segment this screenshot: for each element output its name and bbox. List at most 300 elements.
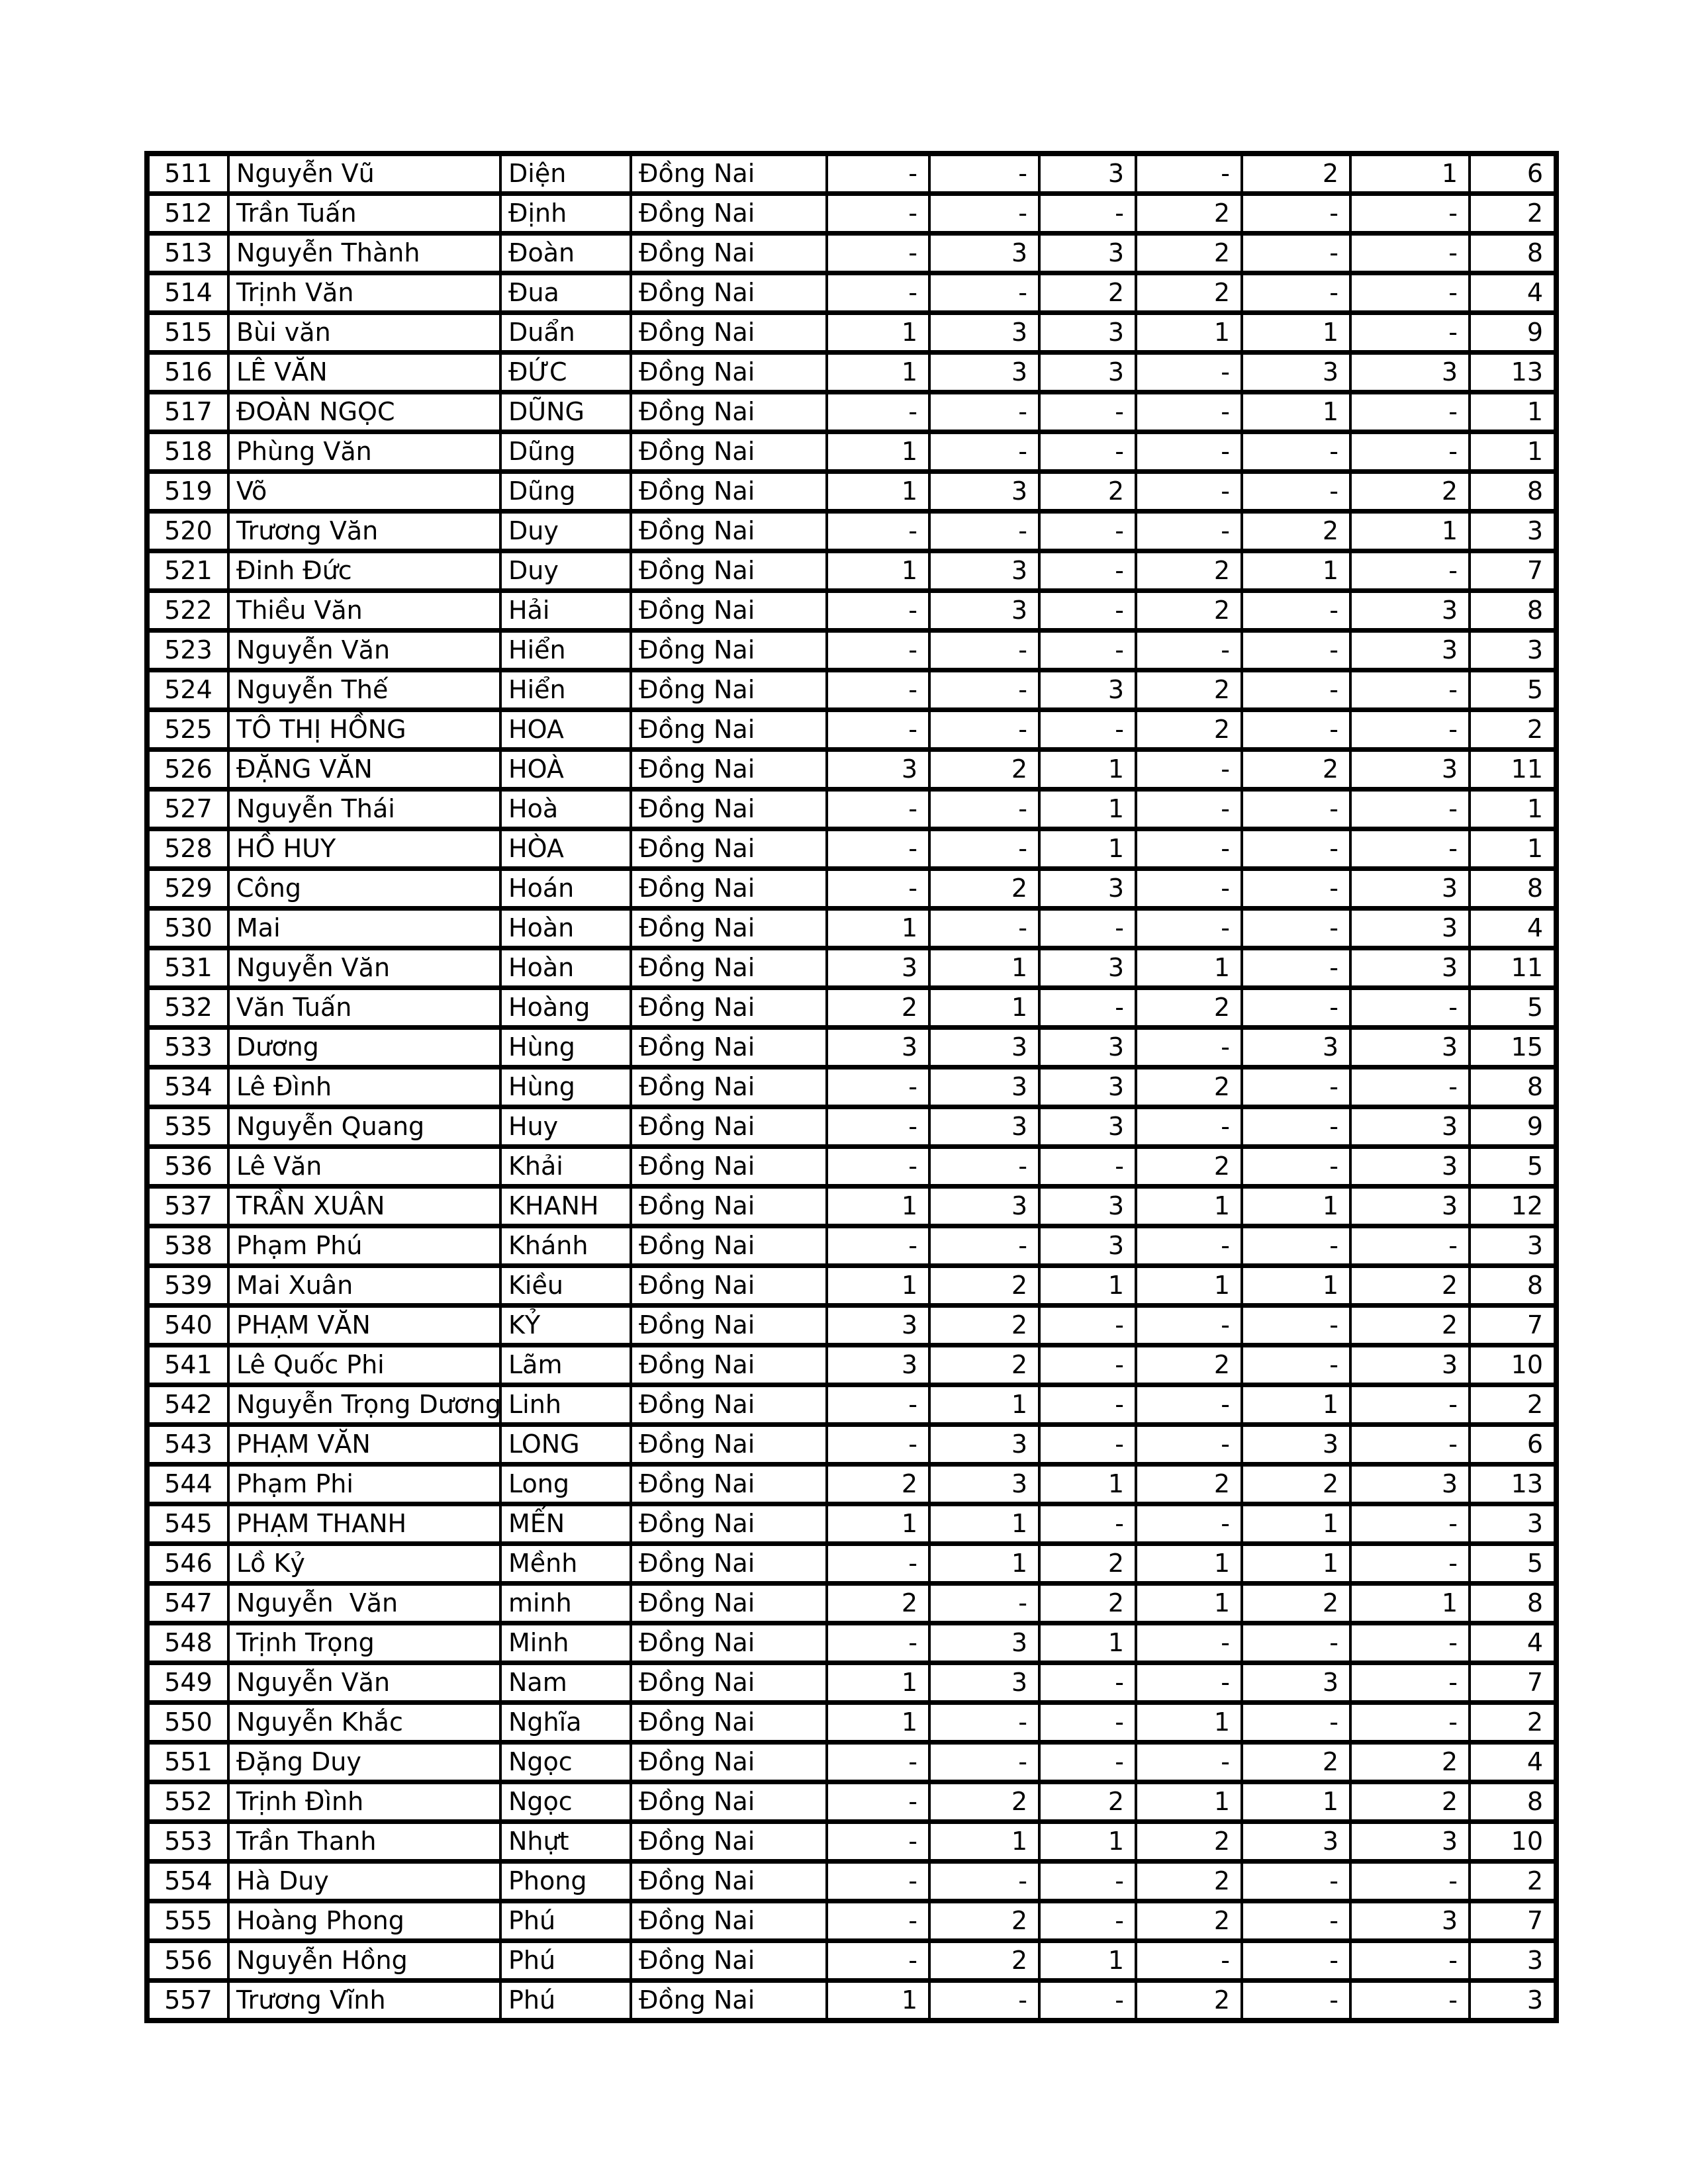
value-cell-4: - [1136, 392, 1242, 432]
value-cell-2: - [929, 670, 1039, 710]
total-cell: 8 [1470, 1266, 1556, 1306]
first-middle-name-cell: Nguyễn Văn [228, 1663, 500, 1703]
total-cell: 4 [1470, 909, 1556, 948]
value-cell-2: - [929, 273, 1039, 313]
value-cell-2: - [929, 154, 1039, 194]
row-number-cell: 555 [147, 1901, 228, 1941]
last-name-cell: Duy [500, 551, 631, 591]
value-cell-5: 2 [1242, 1465, 1350, 1504]
province-cell: Đồng Nai [631, 869, 827, 909]
table-row [147, 1663, 1556, 1703]
value-cell-2: 2 [929, 1306, 1039, 1345]
value-cell-2: 1 [929, 1544, 1039, 1584]
value-cell-6: 1 [1350, 1584, 1470, 1623]
value-cell-1: 1 [827, 1266, 929, 1306]
value-cell-3: 1 [1039, 1822, 1136, 1862]
value-cell-2: 3 [929, 1425, 1039, 1465]
table-row [147, 1822, 1556, 1862]
last-name-cell: Hùng [500, 1068, 631, 1107]
value-cell-4: 2 [1136, 1068, 1242, 1107]
value-cell-4: 1 [1136, 948, 1242, 988]
table-row [147, 790, 1556, 829]
province-cell: Đồng Nai [631, 194, 827, 234]
value-cell-6: - [1350, 432, 1470, 472]
value-cell-5: - [1242, 1107, 1350, 1147]
total-cell: 3 [1470, 631, 1556, 670]
last-name-cell: Đua [500, 273, 631, 313]
total-cell: 3 [1470, 1981, 1556, 2021]
table-row [147, 948, 1556, 988]
table-row [147, 1226, 1556, 1266]
table-row [147, 1584, 1556, 1623]
first-middle-name-cell: ĐOÀN NGỌC [228, 392, 500, 432]
value-cell-5: 1 [1242, 1187, 1350, 1226]
first-middle-name-cell: Trần Tuấn [228, 194, 500, 234]
value-cell-6: 3 [1350, 1107, 1470, 1147]
table-row [147, 750, 1556, 790]
last-name-cell: Duẩn [500, 313, 631, 353]
table-row [147, 1703, 1556, 1743]
total-cell: 1 [1470, 392, 1556, 432]
total-cell: 3 [1470, 1941, 1556, 1981]
value-cell-5: - [1242, 472, 1350, 512]
value-cell-1: 2 [827, 988, 929, 1028]
last-name-cell: Kiều [500, 1266, 631, 1306]
value-cell-3: 1 [1039, 790, 1136, 829]
value-cell-6: - [1350, 1663, 1470, 1703]
value-cell-6: - [1350, 1941, 1470, 1981]
first-middle-name-cell: Văn Tuấn [228, 988, 500, 1028]
value-cell-3: 1 [1039, 1465, 1136, 1504]
value-cell-3: 2 [1039, 1782, 1136, 1822]
table-row [147, 1901, 1556, 1941]
value-cell-4: 1 [1136, 1187, 1242, 1226]
last-name-cell: Hoà [500, 790, 631, 829]
value-cell-3: 3 [1039, 234, 1136, 273]
value-cell-1: - [827, 829, 929, 869]
total-cell: 5 [1470, 988, 1556, 1028]
value-cell-6: - [1350, 988, 1470, 1028]
value-cell-5: - [1242, 948, 1350, 988]
province-cell: Đồng Nai [631, 1743, 827, 1782]
total-cell: 7 [1470, 1306, 1556, 1345]
total-cell: 9 [1470, 1107, 1556, 1147]
province-cell: Đồng Nai [631, 1028, 827, 1068]
value-cell-2: - [929, 1147, 1039, 1187]
total-cell: 12 [1470, 1187, 1556, 1226]
row-number-cell: 547 [147, 1584, 228, 1623]
value-cell-3: 3 [1039, 313, 1136, 353]
first-middle-name-cell: Lồ Kỷ [228, 1544, 500, 1584]
first-middle-name-cell: Nguyễn Thái [228, 790, 500, 829]
value-cell-6: - [1350, 1385, 1470, 1425]
value-cell-6: - [1350, 670, 1470, 710]
value-cell-2: 2 [929, 750, 1039, 790]
value-cell-5: 1 [1242, 551, 1350, 591]
table-row [147, 1266, 1556, 1306]
province-cell: Đồng Nai [631, 790, 827, 829]
value-cell-5: 1 [1242, 1782, 1350, 1822]
value-cell-1: - [827, 631, 929, 670]
value-cell-6: 3 [1350, 1147, 1470, 1187]
first-middle-name-cell: Trịnh Trọng [228, 1623, 500, 1663]
value-cell-3: 3 [1039, 948, 1136, 988]
first-middle-name-cell: Công [228, 869, 500, 909]
value-cell-4: 2 [1136, 1822, 1242, 1862]
row-number-cell: 548 [147, 1623, 228, 1663]
table-row [147, 1028, 1556, 1068]
value-cell-4: 2 [1136, 1147, 1242, 1187]
row-number-cell: 528 [147, 829, 228, 869]
value-cell-2: 3 [929, 591, 1039, 631]
value-cell-1: - [827, 1226, 929, 1266]
table-row [147, 551, 1556, 591]
value-cell-1: - [827, 710, 929, 750]
first-middle-name-cell: Nguyễn Thành [228, 234, 500, 273]
first-middle-name-cell: Nguyễn Vũ [228, 154, 500, 194]
province-cell: Đồng Nai [631, 591, 827, 631]
row-number-cell: 530 [147, 909, 228, 948]
row-number-cell: 529 [147, 869, 228, 909]
total-cell: 2 [1470, 194, 1556, 234]
value-cell-4: 2 [1136, 551, 1242, 591]
value-cell-6: - [1350, 710, 1470, 750]
table-row [147, 829, 1556, 869]
value-cell-2: 3 [929, 1187, 1039, 1226]
value-cell-5: 2 [1242, 1584, 1350, 1623]
value-cell-2: 3 [929, 1663, 1039, 1703]
province-cell: Đồng Nai [631, 1465, 827, 1504]
last-name-cell: Phú [500, 1901, 631, 1941]
first-middle-name-cell: Dương [228, 1028, 500, 1068]
value-cell-1: 1 [827, 1703, 929, 1743]
value-cell-6: 1 [1350, 154, 1470, 194]
last-name-cell: Phú [500, 1981, 631, 2021]
first-middle-name-cell: Thiều Văn [228, 591, 500, 631]
row-number-cell: 514 [147, 273, 228, 313]
last-name-cell: Long [500, 1465, 631, 1504]
value-cell-4: - [1136, 472, 1242, 512]
value-cell-4: 1 [1136, 1266, 1242, 1306]
value-cell-4: - [1136, 1941, 1242, 1981]
value-cell-5: - [1242, 1623, 1350, 1663]
row-number-cell: 520 [147, 512, 228, 551]
first-middle-name-cell: Lê Văn [228, 1147, 500, 1187]
value-cell-2: 1 [929, 948, 1039, 988]
table-row [147, 988, 1556, 1028]
value-cell-2: 1 [929, 988, 1039, 1028]
value-cell-6: 3 [1350, 1822, 1470, 1862]
value-cell-5: - [1242, 710, 1350, 750]
province-cell: Đồng Nai [631, 1147, 827, 1187]
last-name-cell: Hoàng [500, 988, 631, 1028]
total-cell: 5 [1470, 1544, 1556, 1584]
value-cell-6: 2 [1350, 1782, 1470, 1822]
table-row [147, 273, 1556, 313]
province-cell: Đồng Nai [631, 1504, 827, 1544]
first-middle-name-cell: Nguyễn Khắc [228, 1703, 500, 1743]
value-cell-1: - [827, 1068, 929, 1107]
province-cell: Đồng Nai [631, 472, 827, 512]
province-cell: Đồng Nai [631, 909, 827, 948]
value-cell-1: - [827, 1385, 929, 1425]
value-cell-2: - [929, 194, 1039, 234]
value-cell-6: - [1350, 234, 1470, 273]
value-cell-3: 1 [1039, 1266, 1136, 1306]
value-cell-5: - [1242, 1941, 1350, 1981]
province-cell: Đồng Nai [631, 829, 827, 869]
value-cell-6: - [1350, 790, 1470, 829]
value-cell-1: 1 [827, 1981, 929, 2021]
value-cell-2: 3 [929, 1068, 1039, 1107]
first-middle-name-cell: Nguyễn Quang [228, 1107, 500, 1147]
row-number-cell: 551 [147, 1743, 228, 1782]
value-cell-4: 2 [1136, 273, 1242, 313]
value-cell-2: 3 [929, 472, 1039, 512]
value-cell-4: 2 [1136, 670, 1242, 710]
value-cell-6: 3 [1350, 353, 1470, 392]
value-cell-4: 1 [1136, 1544, 1242, 1584]
value-cell-5: 1 [1242, 1504, 1350, 1544]
value-cell-1: - [827, 1941, 929, 1981]
first-middle-name-cell: ĐẶNG VĂN [228, 750, 500, 790]
first-middle-name-cell: Mai Xuân [228, 1266, 500, 1306]
value-cell-5: 2 [1242, 154, 1350, 194]
total-cell: 11 [1470, 750, 1556, 790]
total-cell: 7 [1470, 551, 1556, 591]
value-cell-6: 3 [1350, 750, 1470, 790]
value-cell-4: 2 [1136, 1981, 1242, 2021]
row-number-cell: 541 [147, 1345, 228, 1385]
total-cell: 4 [1470, 1743, 1556, 1782]
first-middle-name-cell: PHẠM VĂN [228, 1425, 500, 1465]
last-name-cell: Dũng [500, 472, 631, 512]
value-cell-6: 3 [1350, 909, 1470, 948]
value-cell-1: 2 [827, 1465, 929, 1504]
row-number-cell: 525 [147, 710, 228, 750]
province-cell: Đồng Nai [631, 750, 827, 790]
row-number-cell: 538 [147, 1226, 228, 1266]
row-number-cell: 521 [147, 551, 228, 591]
value-cell-5: - [1242, 1345, 1350, 1385]
value-cell-6: 2 [1350, 1266, 1470, 1306]
value-cell-1: - [827, 1623, 929, 1663]
table-row [147, 1623, 1556, 1663]
value-cell-6: 3 [1350, 869, 1470, 909]
value-cell-4: - [1136, 631, 1242, 670]
value-cell-3: - [1039, 631, 1136, 670]
last-name-cell: Hùng [500, 1028, 631, 1068]
first-middle-name-cell: Nguyễn Trọng Dương [228, 1385, 500, 1425]
value-cell-5: 3 [1242, 1425, 1350, 1465]
value-cell-3: 2 [1039, 472, 1136, 512]
province-cell: Đồng Nai [631, 1703, 827, 1743]
value-cell-5: - [1242, 1862, 1350, 1901]
province-cell: Đồng Nai [631, 1266, 827, 1306]
province-cell: Đồng Nai [631, 432, 827, 472]
first-middle-name-cell: Phạm Phú [228, 1226, 500, 1266]
total-cell: 10 [1470, 1822, 1556, 1862]
value-cell-6: 1 [1350, 512, 1470, 551]
table-row [147, 1187, 1556, 1226]
total-cell: 9 [1470, 313, 1556, 353]
table-row [147, 472, 1556, 512]
last-name-cell: Khánh [500, 1226, 631, 1266]
value-cell-5: 3 [1242, 353, 1350, 392]
province-cell: Đồng Nai [631, 551, 827, 591]
value-cell-3: 3 [1039, 1028, 1136, 1068]
value-cell-2: - [929, 1862, 1039, 1901]
value-cell-6: 3 [1350, 591, 1470, 631]
value-cell-2: 2 [929, 1345, 1039, 1385]
province-cell: Đồng Nai [631, 313, 827, 353]
total-cell: 5 [1470, 1147, 1556, 1187]
value-cell-4: - [1136, 1028, 1242, 1068]
value-cell-2: 3 [929, 234, 1039, 273]
roster-table [144, 151, 1559, 2023]
value-cell-1: - [827, 1425, 929, 1465]
row-number-cell: 517 [147, 392, 228, 432]
value-cell-1: - [827, 1782, 929, 1822]
row-number-cell: 550 [147, 1703, 228, 1743]
value-cell-3: - [1039, 551, 1136, 591]
value-cell-1: 1 [827, 1504, 929, 1544]
value-cell-3: 3 [1039, 670, 1136, 710]
value-cell-1: 3 [827, 1345, 929, 1385]
value-cell-4: 2 [1136, 234, 1242, 273]
table-row [147, 869, 1556, 909]
value-cell-1: 3 [827, 948, 929, 988]
value-cell-1: 1 [827, 1663, 929, 1703]
value-cell-6: 3 [1350, 1465, 1470, 1504]
row-number-cell: 546 [147, 1544, 228, 1584]
last-name-cell: KHANH [500, 1187, 631, 1226]
value-cell-5: 2 [1242, 1743, 1350, 1782]
last-name-cell: Hoàn [500, 909, 631, 948]
first-middle-name-cell: Trịnh Văn [228, 273, 500, 313]
total-cell: 15 [1470, 1028, 1556, 1068]
value-cell-3: - [1039, 432, 1136, 472]
value-cell-5: - [1242, 1068, 1350, 1107]
last-name-cell: Dũng [500, 432, 631, 472]
value-cell-2: - [929, 790, 1039, 829]
value-cell-6: - [1350, 1504, 1470, 1544]
last-name-cell: Khải [500, 1147, 631, 1187]
province-cell: Đồng Nai [631, 710, 827, 750]
value-cell-3: 3 [1039, 1226, 1136, 1266]
table-row [147, 591, 1556, 631]
table-row [147, 512, 1556, 551]
value-cell-2: 1 [929, 1504, 1039, 1544]
province-cell: Đồng Nai [631, 1187, 827, 1226]
value-cell-1: 1 [827, 313, 929, 353]
value-cell-3: 3 [1039, 1068, 1136, 1107]
value-cell-1: - [827, 512, 929, 551]
value-cell-1: 2 [827, 1584, 929, 1623]
total-cell: 2 [1470, 1862, 1556, 1901]
value-cell-3: - [1039, 1504, 1136, 1544]
table-row [147, 1862, 1556, 1901]
value-cell-5: - [1242, 1703, 1350, 1743]
last-name-cell: LONG [500, 1425, 631, 1465]
value-cell-6: 2 [1350, 1306, 1470, 1345]
first-middle-name-cell: Bùi văn [228, 313, 500, 353]
value-cell-4: 1 [1136, 1782, 1242, 1822]
table-row [147, 432, 1556, 472]
value-cell-5: 2 [1242, 512, 1350, 551]
table-row [147, 1981, 1556, 2021]
first-middle-name-cell: Đặng Duy [228, 1743, 500, 1782]
value-cell-2: - [929, 829, 1039, 869]
value-cell-6: 3 [1350, 948, 1470, 988]
value-cell-2: 3 [929, 313, 1039, 353]
value-cell-2: - [929, 710, 1039, 750]
row-number-cell: 522 [147, 591, 228, 631]
value-cell-3: - [1039, 1425, 1136, 1465]
value-cell-4: - [1136, 1226, 1242, 1266]
value-cell-1: - [827, 1901, 929, 1941]
value-cell-1: 1 [827, 551, 929, 591]
value-cell-5: 2 [1242, 750, 1350, 790]
value-cell-5: 3 [1242, 1822, 1350, 1862]
table-row [147, 353, 1556, 392]
value-cell-4: 2 [1136, 1465, 1242, 1504]
value-cell-1: - [827, 234, 929, 273]
table-row [147, 1504, 1556, 1544]
value-cell-6: - [1350, 1862, 1470, 1901]
value-cell-1: - [827, 1107, 929, 1147]
value-cell-2: - [929, 1226, 1039, 1266]
total-cell: 3 [1470, 1504, 1556, 1544]
value-cell-4: 2 [1136, 988, 1242, 1028]
value-cell-3: - [1039, 909, 1136, 948]
first-middle-name-cell: Đinh Đức [228, 551, 500, 591]
province-cell: Đồng Nai [631, 1782, 827, 1822]
value-cell-5: 1 [1242, 1266, 1350, 1306]
value-cell-5: 1 [1242, 313, 1350, 353]
last-name-cell: KỶ [500, 1306, 631, 1345]
last-name-cell: Duy [500, 512, 631, 551]
row-number-cell: 523 [147, 631, 228, 670]
last-name-cell: Hiển [500, 670, 631, 710]
value-cell-4: - [1136, 1623, 1242, 1663]
value-cell-3: 3 [1039, 353, 1136, 392]
value-cell-6: - [1350, 1226, 1470, 1266]
value-cell-1: 1 [827, 472, 929, 512]
row-number-cell: 532 [147, 988, 228, 1028]
last-name-cell: ĐỨC [500, 353, 631, 392]
value-cell-4: - [1136, 1306, 1242, 1345]
last-name-cell: Hiển [500, 631, 631, 670]
value-cell-4: - [1136, 1107, 1242, 1147]
value-cell-5: - [1242, 234, 1350, 273]
last-name-cell: Lãm [500, 1345, 631, 1385]
value-cell-3: 1 [1039, 1941, 1136, 1981]
first-middle-name-cell: Nguyễn Văn [228, 948, 500, 988]
value-cell-3: - [1039, 1306, 1136, 1345]
table-row [147, 234, 1556, 273]
value-cell-6: - [1350, 313, 1470, 353]
province-cell: Đồng Nai [631, 234, 827, 273]
province-cell: Đồng Nai [631, 1226, 827, 1266]
last-name-cell: Hoán [500, 869, 631, 909]
value-cell-6: 3 [1350, 1901, 1470, 1941]
first-middle-name-cell: Lê Quốc Phi [228, 1345, 500, 1385]
value-cell-5: - [1242, 790, 1350, 829]
value-cell-2: - [929, 1981, 1039, 2021]
value-cell-2: 1 [929, 1822, 1039, 1862]
total-cell: 1 [1470, 790, 1556, 829]
